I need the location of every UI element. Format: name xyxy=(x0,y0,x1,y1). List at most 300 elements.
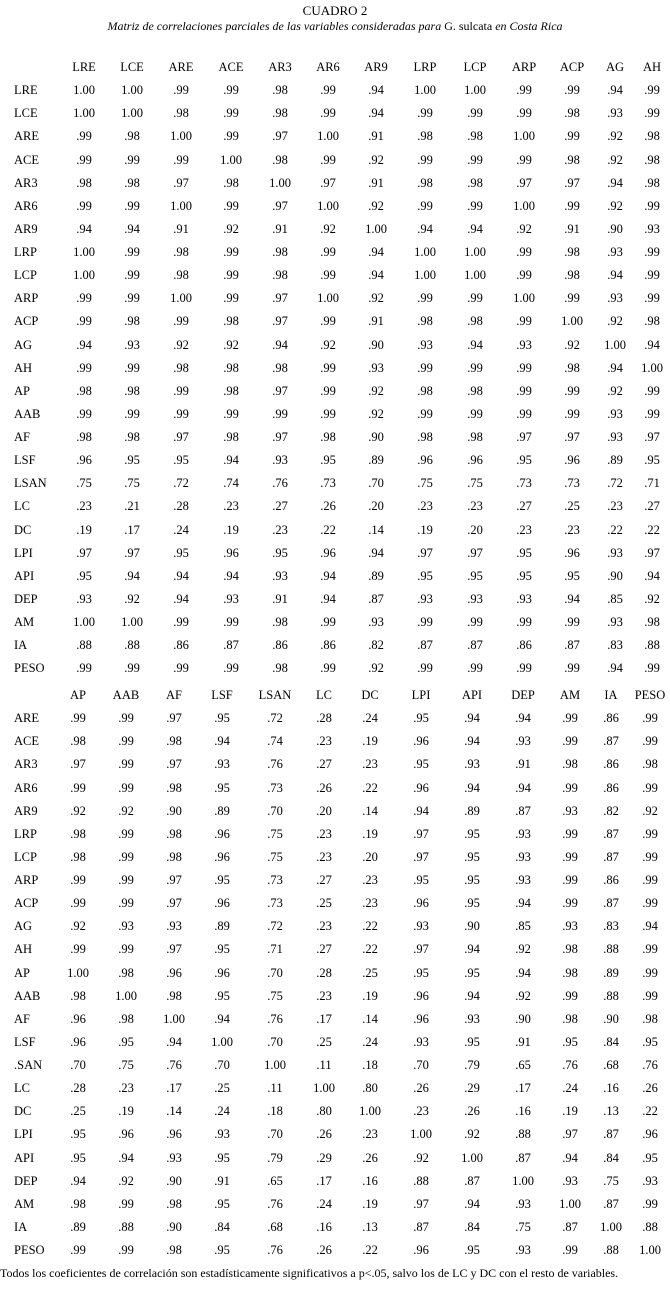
correlation-cell: .89 xyxy=(603,965,619,980)
correlation-cell: .27 xyxy=(316,757,332,772)
correlation-cell: .25 xyxy=(316,896,332,911)
correlation-cell: 1.00 xyxy=(220,152,242,167)
correlation-cell: .99 xyxy=(417,106,433,121)
correlation-cell: .95 xyxy=(464,826,480,841)
correlation-cell: .93 xyxy=(272,453,288,468)
correlation-cell: .99 xyxy=(76,406,92,421)
correlation-cell: .91 xyxy=(564,221,580,236)
correlation-cell: .90 xyxy=(607,221,623,236)
correlation-cell: .23 xyxy=(362,1127,378,1142)
correlation-cell: .98 xyxy=(223,175,239,190)
correlation-cell: .23 xyxy=(516,522,532,537)
correlation-cell: .76 xyxy=(642,1058,658,1073)
correlation-cell: .22 xyxy=(607,522,623,537)
table-row xyxy=(14,892,670,915)
correlation-cell: .99 xyxy=(562,896,578,911)
correlation-cell: .98 xyxy=(644,129,660,144)
row-label: ACE xyxy=(14,734,39,749)
correlation-cell: 1.00 xyxy=(600,1219,622,1234)
correlation-cell: .19 xyxy=(362,1196,378,1211)
correlation-cell: .96 xyxy=(413,896,429,911)
row-label: .SAN xyxy=(14,1058,43,1073)
column-header: AP xyxy=(70,688,86,703)
correlation-cell: .99 xyxy=(173,314,189,329)
correlation-cell: .95 xyxy=(70,1150,86,1165)
correlation-cell: .20 xyxy=(467,522,483,537)
correlation-cell: 1.00 xyxy=(269,175,291,190)
row-label: LPI xyxy=(14,545,33,560)
correlation-cell: 1.00 xyxy=(513,291,535,306)
correlation-cell: .97 xyxy=(413,849,429,864)
correlation-cell: .98 xyxy=(70,734,86,749)
correlation-cell: .98 xyxy=(272,615,288,630)
correlation-cell: .97 xyxy=(166,896,182,911)
correlation-cell: .90 xyxy=(515,1011,531,1026)
correlation-cell: .99 xyxy=(320,314,336,329)
correlation-cell: .87 xyxy=(603,734,619,749)
row-label: DC xyxy=(14,522,32,537)
correlation-cell: .98 xyxy=(564,245,580,260)
correlation-cell: .93 xyxy=(417,337,433,352)
correlation-cell: .99 xyxy=(642,849,658,864)
correlation-cell: .93 xyxy=(368,360,384,375)
correlation-cell: .99 xyxy=(76,661,92,676)
correlation-cell: .26 xyxy=(642,1081,658,1096)
correlation-cell: .95 xyxy=(464,965,480,980)
correlation-cell: .99 xyxy=(223,129,239,144)
correlation-cell: .99 xyxy=(642,711,658,726)
correlation-cell: .14 xyxy=(362,1011,378,1026)
correlation-cell: .93 xyxy=(562,1173,578,1188)
correlation-cell: .86 xyxy=(603,757,619,772)
subtitle-species: G. sulcata xyxy=(444,19,493,33)
table-row xyxy=(14,380,670,403)
correlation-cell: 1.00 xyxy=(170,291,192,306)
correlation-cell: .75 xyxy=(515,1219,531,1234)
correlation-cell: .27 xyxy=(316,873,332,888)
correlation-cell: .90 xyxy=(603,1011,619,1026)
correlation-cell: 1.00 xyxy=(641,360,663,375)
table-row xyxy=(14,1054,670,1077)
correlation-cell: .98 xyxy=(118,1011,134,1026)
correlation-cell: .99 xyxy=(562,1243,578,1258)
table-row xyxy=(14,1100,670,1123)
correlation-cell: .96 xyxy=(214,826,230,841)
correlation-cell: .94 xyxy=(464,988,480,1003)
correlation-cell: .99 xyxy=(124,198,140,213)
correlation-cell: .97 xyxy=(272,291,288,306)
correlation-cell: .97 xyxy=(272,314,288,329)
correlation-cell: 1.00 xyxy=(73,615,95,630)
column-header: PESO xyxy=(634,688,666,703)
correlation-cell: .94 xyxy=(368,268,384,283)
correlation-cell: .99 xyxy=(118,896,134,911)
correlation-cell: .91 xyxy=(173,221,189,236)
correlation-cell: 1.00 xyxy=(121,615,143,630)
correlation-cell: 1.00 xyxy=(559,1196,581,1211)
correlation-cell: .93 xyxy=(515,1196,531,1211)
correlation-cell: .91 xyxy=(272,221,288,236)
correlation-cell: .96 xyxy=(320,545,336,560)
correlation-cell: .94 xyxy=(515,965,531,980)
row-label: IA xyxy=(14,638,28,653)
correlation-cell: .14 xyxy=(362,803,378,818)
correlation-cell: .94 xyxy=(76,221,92,236)
row-label: API xyxy=(14,568,35,583)
correlation-cell: .97 xyxy=(166,873,182,888)
correlation-cell: .99 xyxy=(642,942,658,957)
correlation-cell: .75 xyxy=(267,826,283,841)
correlation-cell: .99 xyxy=(516,360,532,375)
correlation-cell: .93 xyxy=(464,757,480,772)
column-header: AR6 xyxy=(316,60,340,75)
correlation-cell: .99 xyxy=(516,106,532,121)
correlation-cell: .98 xyxy=(417,175,433,190)
correlation-cell: .92 xyxy=(515,942,531,957)
row-label: AR9 xyxy=(14,803,38,818)
correlation-cell: .76 xyxy=(267,1011,283,1026)
row-label: AH xyxy=(14,360,33,375)
correlation-cell: .99 xyxy=(467,152,483,167)
correlation-cell: .70 xyxy=(70,1058,86,1073)
correlation-cell: .98 xyxy=(173,268,189,283)
table-title: CUADRO 2 xyxy=(302,3,368,18)
correlation-cell: .92 xyxy=(516,221,532,236)
row-label: AG xyxy=(14,919,33,934)
correlation-cell: .99 xyxy=(223,268,239,283)
table-subtitle xyxy=(0,19,670,33)
correlation-cell: .99 xyxy=(118,873,134,888)
correlation-cell: .75 xyxy=(124,476,140,491)
correlation-cell: .93 xyxy=(515,1243,531,1258)
correlation-cell: .95 xyxy=(214,1243,230,1258)
correlation-cell: .87 xyxy=(603,826,619,841)
correlation-cell: .92 xyxy=(368,661,384,676)
table-row xyxy=(14,449,670,472)
correlation-cell: .24 xyxy=(362,1034,378,1049)
footnote: Todos los coeficientes de correlación son estadísticamente significativos a p<.05, salvo los de LC y DC con el resto de variables. xyxy=(0,1266,619,1280)
correlation-cell: .99 xyxy=(644,268,660,283)
correlation-cell: .19 xyxy=(562,1104,578,1119)
correlation-cell: .24 xyxy=(562,1081,578,1096)
correlation-cell: .87 xyxy=(368,591,384,606)
correlation-cell: .99 xyxy=(516,245,532,260)
correlation-cell: .96 xyxy=(223,545,239,560)
correlation-cell: .99 xyxy=(118,826,134,841)
table-row xyxy=(14,1077,670,1100)
correlation-cell: .29 xyxy=(316,1150,332,1165)
table-row xyxy=(14,264,670,287)
correlation-cell: .98 xyxy=(417,383,433,398)
table-row xyxy=(14,1170,670,1193)
correlation-cell: .84 xyxy=(603,1150,619,1165)
correlation-cell: .25 xyxy=(316,1034,332,1049)
correlation-cell: .98 xyxy=(417,314,433,329)
correlation-cell: .99 xyxy=(564,615,580,630)
correlation-cell: .98 xyxy=(70,849,86,864)
correlation-cell: .80 xyxy=(362,1081,378,1096)
correlation-cell: .92 xyxy=(368,291,384,306)
correlation-cell: .85 xyxy=(607,591,623,606)
correlation-cell: .92 xyxy=(368,198,384,213)
correlation-cell: .92 xyxy=(464,1127,480,1142)
correlation-cell: .97 xyxy=(564,175,580,190)
correlation-cell: .74 xyxy=(223,476,239,491)
correlation-cell: .93 xyxy=(413,1034,429,1049)
correlation-cell: .99 xyxy=(76,129,92,144)
correlation-cell: .99 xyxy=(564,83,580,98)
correlation-cell: .92 xyxy=(607,152,623,167)
correlation-cell: .22 xyxy=(320,522,336,537)
correlation-cell: .94 xyxy=(467,221,483,236)
correlation-cell: .19 xyxy=(223,522,239,537)
correlation-cell: .99 xyxy=(320,661,336,676)
correlation-cell: .92 xyxy=(368,406,384,421)
correlation-cell: .99 xyxy=(417,661,433,676)
correlation-cell: .95 xyxy=(642,1034,658,1049)
correlation-cell: .94 xyxy=(562,1150,578,1165)
table-row xyxy=(14,403,670,426)
correlation-cell: .99 xyxy=(467,615,483,630)
correlation-cell: .87 xyxy=(515,1150,531,1165)
correlation-cell: .99 xyxy=(118,1243,134,1258)
correlation-cell: .88 xyxy=(642,1219,658,1234)
correlation-cell: .96 xyxy=(413,1011,429,1026)
correlation-cell: .91 xyxy=(272,591,288,606)
correlation-cell: 1.00 xyxy=(73,245,95,260)
table-row xyxy=(14,195,670,218)
correlation-cell: .93 xyxy=(607,545,623,560)
correlation-cell: .92 xyxy=(118,1173,134,1188)
correlation-cell: 1.00 xyxy=(67,965,89,980)
correlation-cell: .95 xyxy=(124,453,140,468)
correlation-cell: .93 xyxy=(413,919,429,934)
correlation-cell: .23 xyxy=(564,522,580,537)
column-header: LPI xyxy=(411,688,431,703)
correlation-cell: .86 xyxy=(516,638,532,653)
correlation-cell: .88 xyxy=(515,1127,531,1142)
correlation-cell: .94 xyxy=(214,734,230,749)
correlation-cell: .99 xyxy=(564,198,580,213)
correlation-cell: .23 xyxy=(76,499,92,514)
correlation-cell: .99 xyxy=(76,314,92,329)
correlation-cell: .96 xyxy=(413,1243,429,1258)
correlation-cell: .98 xyxy=(223,383,239,398)
table-row xyxy=(14,125,670,148)
correlation-cell: .98 xyxy=(124,129,140,144)
correlation-cell: .97 xyxy=(413,1196,429,1211)
correlation-cell: .88 xyxy=(603,988,619,1003)
correlation-cell: .25 xyxy=(214,1081,230,1096)
column-header: AAB xyxy=(112,688,140,703)
correlation-cell: .93 xyxy=(515,734,531,749)
correlation-cell: 1.00 xyxy=(115,988,137,1003)
correlation-cell: .97 xyxy=(564,430,580,445)
correlation-cell: .96 xyxy=(70,1011,86,1026)
correlation-cell: .94 xyxy=(607,175,623,190)
correlation-cell: .87 xyxy=(515,803,531,818)
correlation-cell: .98 xyxy=(272,245,288,260)
correlation-cell: .99 xyxy=(417,406,433,421)
correlation-cell: .72 xyxy=(267,919,283,934)
row-label: AH xyxy=(14,942,33,957)
correlation-cell: .23 xyxy=(362,757,378,772)
correlation-cell: .92 xyxy=(607,314,623,329)
correlation-cell: .93 xyxy=(607,615,623,630)
correlation-cell: .71 xyxy=(267,942,283,957)
table-row xyxy=(14,915,670,938)
correlation-cell: .99 xyxy=(644,198,660,213)
table-row xyxy=(14,823,670,846)
table-row xyxy=(14,962,670,985)
correlation-cell: .93 xyxy=(607,291,623,306)
correlation-cell: .99 xyxy=(562,734,578,749)
column-header: AM xyxy=(559,688,581,703)
correlation-cell: .23 xyxy=(316,988,332,1003)
row-label: DEP xyxy=(14,1173,38,1188)
correlation-cell: .98 xyxy=(166,988,182,1003)
correlation-cell: .23 xyxy=(362,896,378,911)
correlation-cell: .24 xyxy=(362,711,378,726)
correlation-cell: .73 xyxy=(564,476,580,491)
correlation-cell: .98 xyxy=(417,129,433,144)
correlation-cell: .99 xyxy=(70,1243,86,1258)
correlation-cell: .74 xyxy=(267,734,283,749)
correlation-cell: .98 xyxy=(166,1196,182,1211)
table-row xyxy=(14,149,670,172)
correlation-cell: .13 xyxy=(603,1104,619,1119)
correlation-cell: .19 xyxy=(417,522,433,537)
correlation-cell: .93 xyxy=(515,873,531,888)
correlation-cell: .96 xyxy=(467,453,483,468)
correlation-cell: .87 xyxy=(417,638,433,653)
correlation-cell: .26 xyxy=(316,1243,332,1258)
row-label: LRP xyxy=(14,826,37,841)
row-label: LRE xyxy=(14,83,38,98)
column-header: LSF xyxy=(211,688,233,703)
correlation-cell: .23 xyxy=(467,499,483,514)
correlation-cell: .98 xyxy=(166,780,182,795)
correlation-cell: .23 xyxy=(272,522,288,537)
table-row xyxy=(14,102,670,125)
correlation-cell: .99 xyxy=(223,661,239,676)
correlation-cell: .93 xyxy=(467,591,483,606)
correlation-cell: .94 xyxy=(223,453,239,468)
correlation-cell: .75 xyxy=(603,1173,619,1188)
table-row xyxy=(14,611,670,634)
correlation-cell: .99 xyxy=(467,661,483,676)
correlation-cell: .94 xyxy=(70,1173,86,1188)
correlation-cell: .94 xyxy=(464,942,480,957)
correlation-cell: .75 xyxy=(118,1058,134,1073)
correlation-cell: 1.00 xyxy=(512,1173,534,1188)
correlation-cell: .95 xyxy=(214,780,230,795)
correlation-cell: .99 xyxy=(76,291,92,306)
correlation-cell: .98 xyxy=(564,106,580,121)
correlation-cell: .17 xyxy=(316,1173,332,1188)
correlation-cell: .98 xyxy=(320,430,336,445)
correlation-cell: .98 xyxy=(644,615,660,630)
correlation-cell: .87 xyxy=(603,1196,619,1211)
correlation-cell: .99 xyxy=(516,406,532,421)
correlation-cell: .96 xyxy=(166,1127,182,1142)
correlation-cell: .13 xyxy=(362,1219,378,1234)
correlation-cell: 1.00 xyxy=(170,129,192,144)
correlation-cell: 1.00 xyxy=(604,337,626,352)
correlation-cell: .99 xyxy=(124,291,140,306)
table-row xyxy=(14,938,670,961)
table-row xyxy=(14,218,670,241)
correlation-cell: .99 xyxy=(223,106,239,121)
correlation-cell: .23 xyxy=(362,873,378,888)
correlation-cell: .94 xyxy=(642,919,658,934)
correlation-cell: .93 xyxy=(515,826,531,841)
row-label: ACE xyxy=(14,152,39,167)
correlation-cell: .99 xyxy=(124,661,140,676)
correlation-cell: .94 xyxy=(368,83,384,98)
subtitle-text: Matriz de correlaciones parciales de las variables consideradas para xyxy=(107,19,442,33)
table-row xyxy=(14,800,670,823)
correlation-cell: .99 xyxy=(124,406,140,421)
table-row xyxy=(14,707,670,730)
correlation-cell: .99 xyxy=(173,406,189,421)
correlation-cell: .87 xyxy=(564,638,580,653)
correlation-cell: .98 xyxy=(124,430,140,445)
row-label: LPI xyxy=(14,1127,33,1142)
correlation-cell: .94 xyxy=(166,1034,182,1049)
correlation-cell: .92 xyxy=(368,152,384,167)
correlation-cell: .98 xyxy=(166,826,182,841)
correlation-cell: .24 xyxy=(316,1196,332,1211)
correlation-cell: .89 xyxy=(464,803,480,818)
correlation-cell: .97 xyxy=(166,757,182,772)
correlation-cell: .98 xyxy=(467,314,483,329)
correlation-cell: .94 xyxy=(464,711,480,726)
correlation-cell: .73 xyxy=(267,896,283,911)
correlation-cell: .98 xyxy=(467,129,483,144)
correlation-cell: .95 xyxy=(413,873,429,888)
correlation-cell: .76 xyxy=(272,476,288,491)
column-header: ACE xyxy=(218,60,244,75)
correlation-cell: .22 xyxy=(362,942,378,957)
table-row xyxy=(14,172,670,195)
column-header: ARP xyxy=(511,60,537,75)
correlation-cell: .99 xyxy=(562,711,578,726)
correlation-cell: .99 xyxy=(516,268,532,283)
correlation-cell: .79 xyxy=(267,1150,283,1165)
correlation-cell: .98 xyxy=(272,268,288,283)
correlation-cell: .97 xyxy=(413,826,429,841)
correlation-cell: .99 xyxy=(642,1196,658,1211)
correlation-cell: .71 xyxy=(644,476,660,491)
correlation-cell: .98 xyxy=(642,757,658,772)
row-label: AAB xyxy=(14,988,41,1003)
row-label: AR6 xyxy=(14,198,38,213)
correlation-cell: .22 xyxy=(642,1104,658,1119)
correlation-cell: .98 xyxy=(124,314,140,329)
correlation-cell: .86 xyxy=(173,638,189,653)
table-header-row xyxy=(14,684,670,707)
correlation-cell: .94 xyxy=(564,591,580,606)
correlation-cell: .94 xyxy=(607,360,623,375)
column-header: IA xyxy=(604,688,618,703)
table-row xyxy=(14,985,670,1008)
correlation-cell: .99 xyxy=(124,152,140,167)
correlation-cell: .94 xyxy=(320,591,336,606)
correlation-cell: .18 xyxy=(267,1104,283,1119)
correlation-cell: .91 xyxy=(368,314,384,329)
correlation-cell: .90 xyxy=(166,1173,182,1188)
